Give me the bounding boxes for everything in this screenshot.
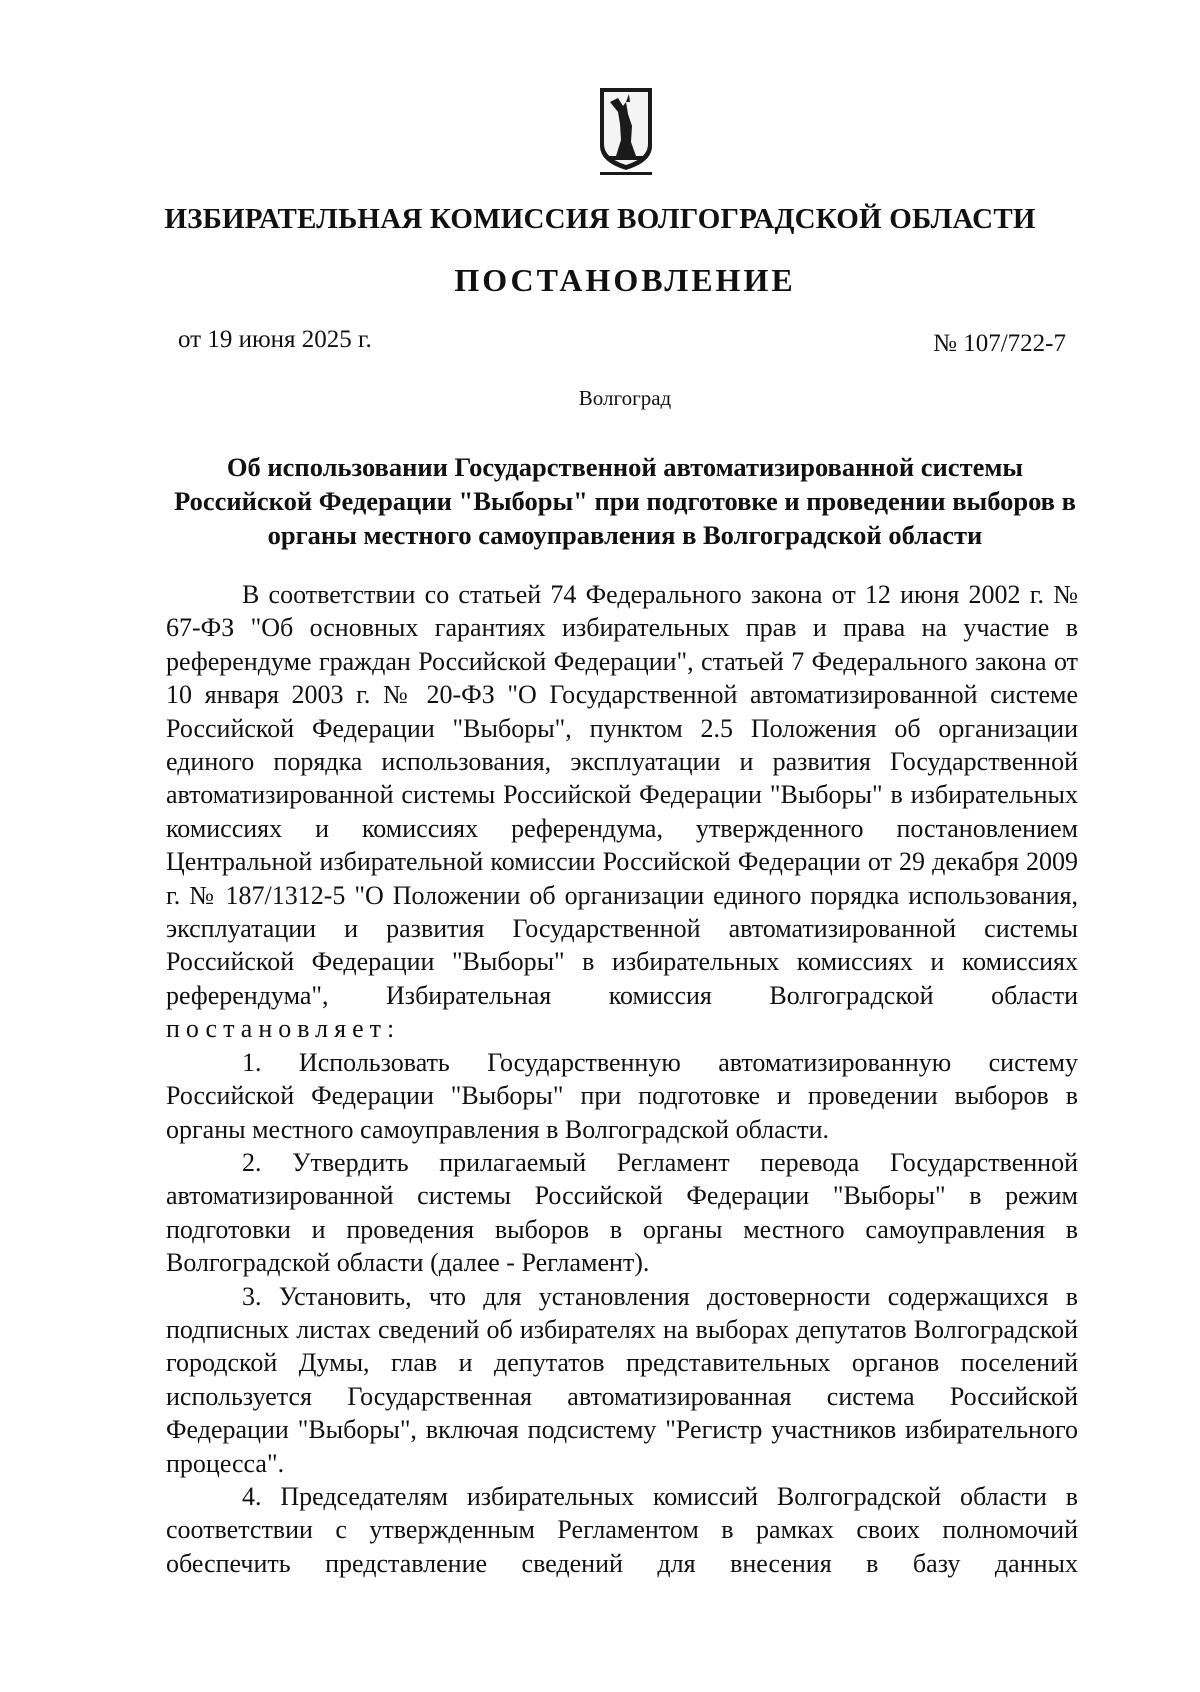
item-1-paragraph: 1. Использовать Государственную автоматизированную систему Российской Федерации "Выборы" при подготовке и проведении выборов в органы местного самоуправления в Волгоградской области. xyxy=(166,1047,1078,1144)
document-date: от 19 июня 2025 г. xyxy=(178,326,372,353)
item-3-paragraph: 3. Установить, что для установления достоверности содержащихся в подписных листах сведений об избирателях на выборах депутатов Волгоградской городской Думы, глав и депутатов представительных органов поселений используется Государственная автоматизированная система Российской Федерации "Выборы", включая подсистему "Регистр участников избирательного процесса". xyxy=(166,1281,1078,1478)
document-subject: Об использовании Государственной автоматизированной системы Российской Федерации "Выборы" при подготовке и проведении выборов в органы местного самоуправления в Волгоградской области xyxy=(174,452,1076,550)
resolves-word: постановляет: xyxy=(166,1014,401,1044)
item-4-paragraph: 4. Председателям избирательных комиссий Волгоградской области в соответствии с утвержденным Регламентом в рамках своих полномочий обеспечить представление сведений для внесения в базу данных xyxy=(166,1481,1078,1578)
item-2-paragraph: 2. Утвердить прилагаемый Регламент перевода Государственной автоматизированной системы Российской Федерации "Выборы" в режим подготовки и проведения выборов в органы местного самоуправления в Волгоградской области (далее - Регламент). xyxy=(166,1147,1078,1278)
document-city: Волгоград xyxy=(578,386,672,410)
document-number: № 107/722-7 xyxy=(933,330,1066,357)
preamble-text: В соответствии со статьей 74 Федерального закона от 12 июня 2002 г. № 67-ФЗ "Об основных гарантиях избирательных прав и права на участие в референдуме граждан Российской Федерации", статьей 7 Федерального закона от 10 января 2003 г. № 20-ФЗ "О Государственной автоматизированной системе Российской Федерации "Выборы", пунктом 2.5 Положения об организации единого порядка использования, эксплуатации и развития Государственной автоматизированной системы Российской Федерации "Выборы" в избирательных комиссиях и комиссиях референдума, утвержденного постановлением Центральной избирательной комиссии Российской Федерации от 29 декабря 2009 г. № 187/1312-5 "О Положении об организации единого порядка использования, эксплуатации и развития Государственной автоматизированной системы Российской Федерации "Выборы" в избирательных комиссиях и комиссиях референдума", Избирательная комиссия Волгоградской области xyxy=(166,580,1078,1010)
volgograd-emblem-icon xyxy=(596,84,656,176)
document-body xyxy=(166,578,1078,1580)
organization-title: ИЗБИРАТЕЛЬНАЯ КОМИССИЯ ВОЛГОГРАДСКОЙ ОБЛАСТИ xyxy=(164,203,1036,235)
preamble-paragraph xyxy=(166,578,1078,1046)
document-type-heading: ПОСТАНОВЛЕНИЕ xyxy=(454,262,796,298)
